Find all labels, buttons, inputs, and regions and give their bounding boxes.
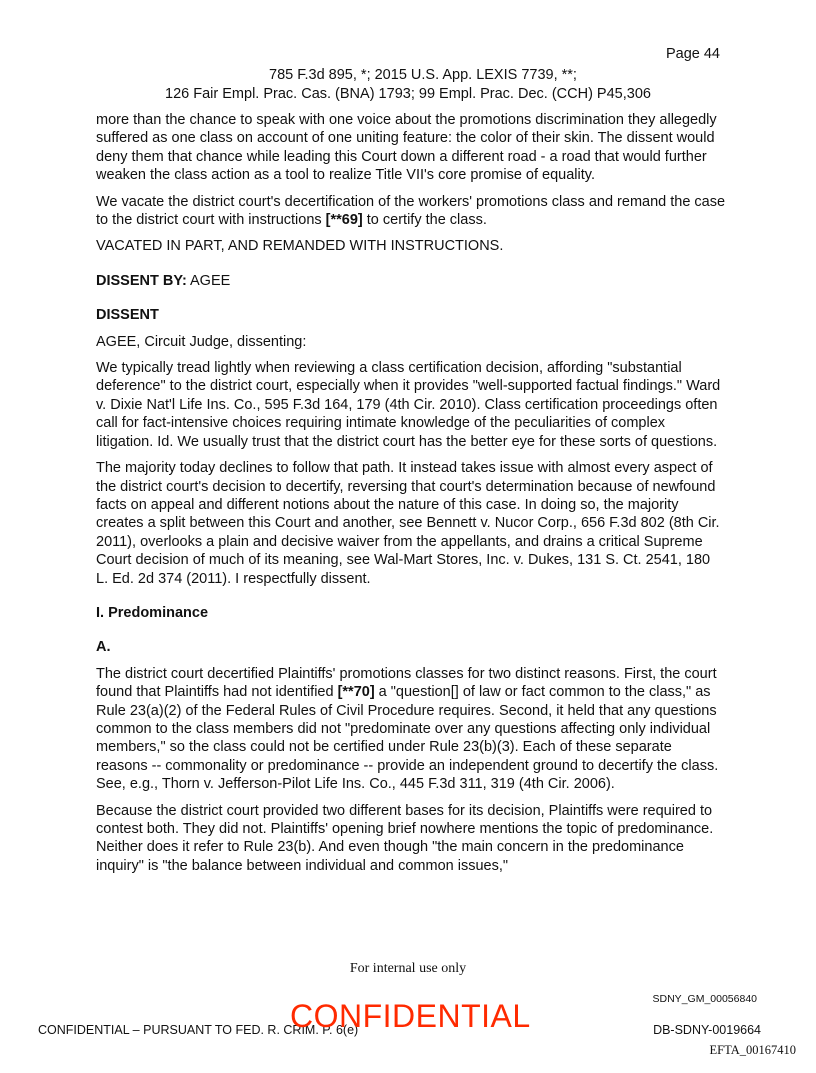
efta-number: EFTA_00167410	[709, 1043, 796, 1057]
paragraph-7	[96, 665, 726, 794]
paragraph-2	[96, 193, 726, 230]
sdny-gm-number: SDNY_GM_00056840	[652, 993, 757, 1005]
citation-header	[0, 66, 816, 104]
disposition: VACATED IN PART, AND REMANDED WITH INSTRUCTIONS.	[96, 238, 504, 255]
confidential-notice: CONFIDENTIAL – PURSUANT TO FED. R. CRIM. P. 6(e)	[38, 1023, 359, 1037]
paragraph-7-text-a: The district court decertified Plaintiffs' promotions classes for two distinct reasons. First, the court found that Plaintiffs had not identified	[96, 665, 717, 701]
paragraph-7-text-b: a "question[] of law or fact common to the class," as Rule 23(a)(2) of the Federal Rules of Civil Procedure requires. Second, it held that any questions common to the class members did not "predominate over any questions affecting only individual members," so the class could not be certified under Rule 23(b)(3). Each of these separate reasons -- commonality or predominance -- provide an independent ground to decertify the class. See, e.g., Thorn v. Jefferson-Pilot Life Ins. Co., 445 F.3d 311, 319 (4th Cir. 2006).	[96, 684, 719, 793]
section-heading: I. Predominance	[96, 604, 209, 621]
paragraph-5: We typically tread lightly when reviewing a class certification decision, affording "substantial deference" to the district court, especially when it provides "well-supported factual findings." Ward v. Dixie Nat'l Life Ins. Co., 595 F.3d 164, 179 (4th Cir. 2010). Class certification proceedings often call for fact-intensive choices requiring intimate knowledge of the peculiarities of complex litigation. Id. We usually trust that the district court has the better eye for these sorts of questions.	[96, 360, 721, 450]
document-body	[96, 111, 726, 883]
dissent-heading: DISSENT	[96, 307, 159, 324]
confidential-stamp: CONFIDENTIAL	[290, 998, 531, 1034]
paragraph-6: The majority today declines to follow that path. It instead takes issue with almost every aspect of the district court's decision to decertify, reversing that court's determination because of newfound facts on appeal and different notions about the nature of this case. In doing so, the majority creates a split between this Court and another, see Bennett v. Nucor Corp., 656 F.3d 802 (8th Cir. 2011), overlooks a plain and decisive waiver from the appellants, and drains a critical Supreme Court decision of much of its meaning, see Wal-Mart Stores, Inc. v. Dukes, 131 S. Ct. 2541, 180 L. Ed. 2d 374 (2011). I respectfully dissent.	[96, 460, 720, 587]
citation-line-1: 785 F.3d 895, *; 2015 U.S. App. LEXIS 7739, **;	[269, 67, 577, 83]
paragraph-judge: AGEE, Circuit Judge, dissenting:	[96, 333, 307, 350]
dissent-by-name: AGEE	[186, 272, 231, 289]
page-number: Page 44	[665, 46, 720, 62]
page-marker-70: [**70]	[337, 684, 375, 701]
paragraph-1: more than the chance to speak with one voice about the promotions discrimination they allegedly suffered as one class on account of one uniting feature: the color of their skin. The dissent would deny them that chance while leading this Court down a different road - a road that would further weaken the class action as a tool to realize Title VII's core promise of equality.	[96, 112, 717, 184]
dissent-by-line	[96, 272, 726, 290]
db-sdny-number: DB-SDNY-0019664	[653, 1023, 761, 1037]
internal-use-footer: For internal use only	[349, 961, 467, 976]
page-marker-69: [**69]	[325, 212, 363, 229]
paragraph-2-text-a: We vacate the district court's decertification of the workers' promotions class and remand the case to the district court with instructions	[96, 193, 726, 229]
paragraph-2-text-b: to certify the class.	[362, 212, 487, 229]
citation-line-2: 126 Fair Empl. Prac. Cas. (BNA) 1793; 99 Empl. Prac. Dec. (CCH) P45,306	[165, 86, 651, 102]
subsection-heading: A.	[96, 639, 111, 656]
dissent-by-label: DISSENT BY:	[96, 272, 187, 289]
paragraph-8: Because the district court provided two different bases for its decision, Plaintiffs were required to contest both. They did not. Plaintiffs' opening brief nowhere mentions the topic of predominance. Neither does it refer to Rule 23(b). And even though "the main concern in the predominance inquiry" is "the balance between individual and common issues,"	[96, 802, 714, 874]
